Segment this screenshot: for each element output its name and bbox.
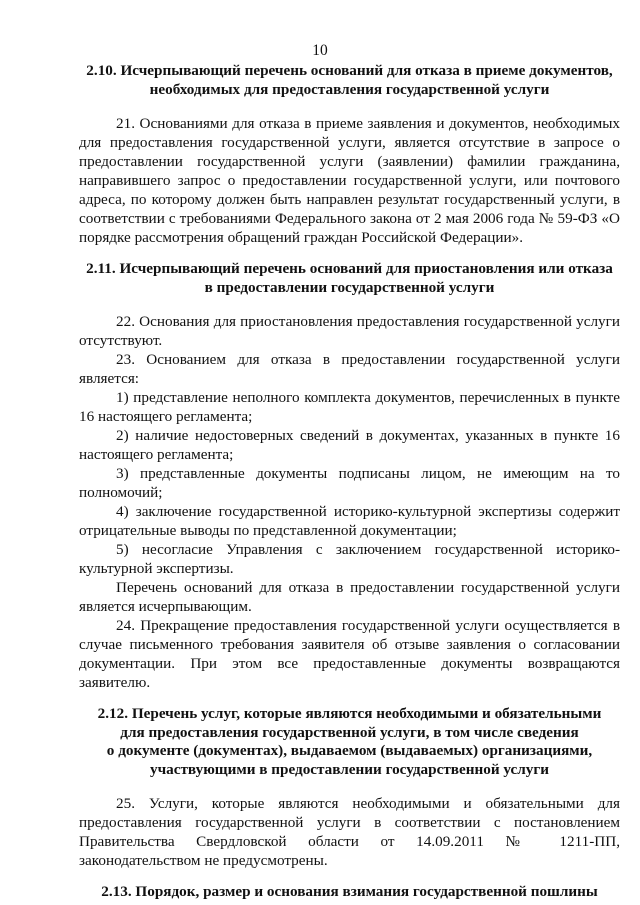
paragraph-22: 22. Основания для приостановления предоставления государственной услуги отсутствуют. <box>79 313 620 349</box>
paragraph-21: 21. Основаниями для отказа в приеме заявления и документов, необходимых для предоставления государственной услуги, является отсутствие в запросе о предоставлении государственной услуги (заявлении) фамилии гражданина, направившего запрос о предоставлении государственной услуги, или почтового адреса, по которому должен быть направлен результат государственный услуги, в соответствии с требованиями Федерального закона от 2 мая 2006 года № 59-ФЗ «О порядке рассмотрения обращений граждан Российской Федерации». <box>79 115 620 246</box>
heading-line: 2.10. Исчерпывающий перечень оснований для отказа в приеме документов, <box>86 62 613 79</box>
paragraph-23: 23. Основанием для отказа в предоставлении государственной услуги является: <box>79 351 620 387</box>
section-2-13 <box>79 883 620 902</box>
section-2-10 <box>79 62 620 247</box>
heading-line: о документе (документах), выдаваемом (выдаваемых) организациями, <box>106 742 593 759</box>
heading-line: 2.12. Перечень услуг, которые являются необходимыми и обязательными <box>97 705 602 722</box>
list-item-4: 4) заключение государственной историко-культурной экспертизы содержит отрицательные выводы по представленной документации; <box>79 503 620 539</box>
section-heading <box>79 883 620 902</box>
heading-line: участвующими в предоставлении государственной услуги <box>149 760 550 778</box>
heading-line: 2.13. Порядок, размер и основания взимания государственной пошлины <box>101 883 598 900</box>
section-heading <box>79 705 620 779</box>
section-heading <box>79 260 620 297</box>
list-item-5: 5) несогласие Управления с заключением государственной историко-культурной экспертизы. <box>79 541 620 577</box>
section-2-12 <box>79 705 620 870</box>
paragraph-24: 24. Прекращение предоставления государственной услуги осуществляется в случае письменного требования заявителя об отзыве заявления о согласовании документации. При этом все предоставленные документы возвращаются заявителю. <box>79 617 620 691</box>
list-item-2: 2) наличие недостоверных сведений в документах, указанных в пункте 16 настоящего регламента; <box>79 427 620 463</box>
heading-line: в предоставлении государственной услуги <box>204 278 495 296</box>
section-heading <box>79 62 620 99</box>
paragraph-25: 25. Услуги, которые являются необходимыми и обязательными для предоставления государственной услуги в соответствии с постановлением Правительства Свердловской области от 14.09.2011 № 1211-ПП, законодательством не предусмотрены. <box>79 795 620 869</box>
heading-line: 2.11. Исчерпывающий перечень оснований для приостановления или отказа <box>86 260 613 277</box>
page-number: 10 <box>312 42 328 59</box>
heading-line: необходимых для предоставления государственной услуги <box>149 80 550 98</box>
list-item-3: 3) представленные документы подписаны лицом, не имеющим на то полномочий; <box>79 465 620 501</box>
heading-line: для предоставления государственной услуги, в том числе сведения <box>120 723 579 741</box>
list-note: Перечень оснований для отказа в предоставлении государственной услуги является исчерпывающим. <box>79 579 620 615</box>
document-body <box>79 62 620 902</box>
section-2-11 <box>79 260 620 692</box>
list-item-1: 1) представление неполного комплекта документов, перечисленных в пункте 16 настоящего регламента; <box>79 389 620 425</box>
